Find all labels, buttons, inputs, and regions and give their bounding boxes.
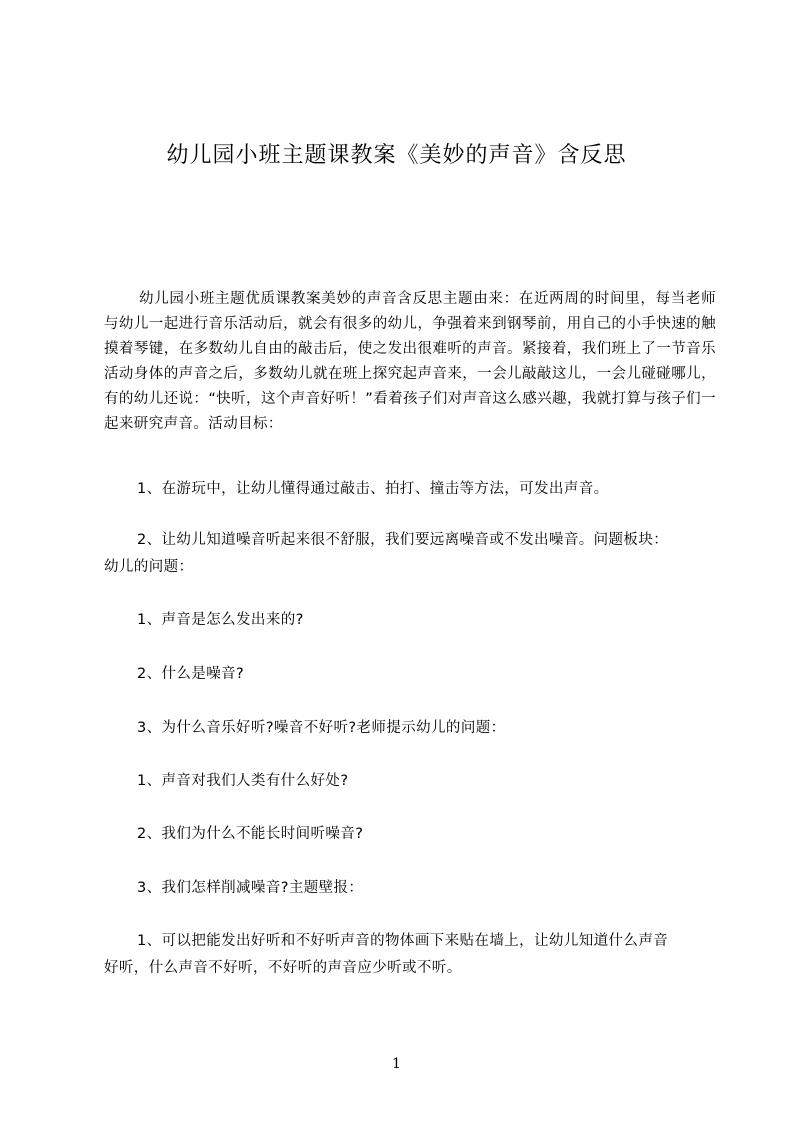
goal-2-line-2: 幼儿的问题： [104, 559, 194, 575]
child-question-2: 2、什么是噪音? [137, 666, 245, 682]
document-title: 幼儿园小班主题课教案《美妙的声音》含反思 [166, 143, 627, 168]
teacher-question-3: 3、我们怎样削减噪音?主题壁报： [137, 880, 364, 896]
child-question-3: 3、为什么音乐好听?噪音不好听?老师提示幼儿的问题： [137, 720, 506, 736]
intro-paragraph: 幼儿园小班主题优质课教案美妙的声音含反思主题由来：在近两周的时间里，每当老师与幼儿一起进行音乐活动后，就会有很多的幼儿，争强着来到钢琴前，用自己的小手快速的触摸着琴键，在多数幼儿自由的敲击后，使之发出很难听的声音。紧接着，我们班上了一节音乐活动身体的声音之后，多数幼儿就在班上探究起声音来，一会儿敲敲这儿，一会儿碰碰哪儿，有的幼儿还说：“快听，这个声音好听！”看着孩子们对声音这么感兴趣，我就打算与孩子们一起来研究声音。活动目标： [104, 291, 716, 432]
goal-1: 1、在游玩中，让幼儿懂得通过敲击、拍打、撞击等方法，可发出声音。 [137, 481, 609, 497]
wall-item-1-line-1: 1、可以把能发出好听和不好听声音的物体画下来贴在墙上，让幼儿知道什么声音 [137, 933, 669, 949]
goal-2-line-1: 2、让幼儿知道噪音听起来很不舒服，我们要远离噪音或不发出噪音。问题板块： [137, 532, 669, 548]
child-question-1: 1、声音是怎么发出来的? [137, 612, 304, 628]
teacher-question-2: 2、我们为什么不能长时间听噪音? [137, 826, 364, 842]
page-number: 1 [392, 1056, 401, 1072]
wall-item-1-line-2: 好听，什么声音不好听，不好听的声音应少听或不听。 [104, 960, 462, 976]
teacher-question-1: 1、声音对我们人类有什么好处? [137, 773, 349, 789]
